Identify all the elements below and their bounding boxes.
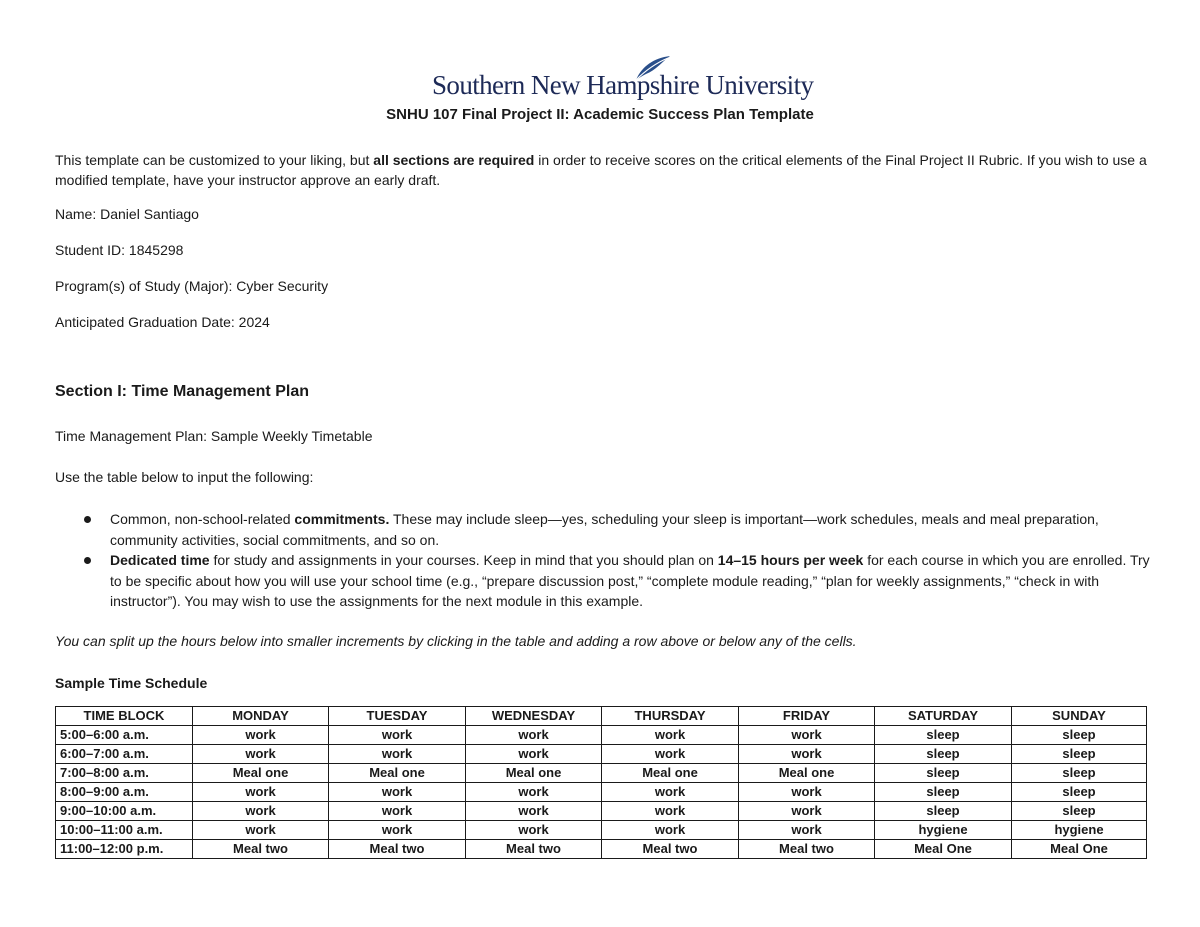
schedule-cell[interactable]: Meal two <box>329 840 466 859</box>
schedule-cell[interactable]: work <box>193 783 329 802</box>
schedule-cell[interactable]: work <box>466 726 602 745</box>
student-id: Student ID: 1845298 <box>55 242 184 258</box>
schedule-cell[interactable]: work <box>329 745 466 764</box>
student-name: Name: Daniel Santiago <box>55 206 199 222</box>
time-block-cell[interactable]: 9:00–10:00 a.m. <box>56 802 193 821</box>
bullet-dot-icon <box>84 557 91 564</box>
logo-wordmark: Southern New Hampshire University <box>432 70 814 100</box>
schedule-cell[interactable]: Meal two <box>602 840 739 859</box>
bullet-text: for each course in which you are enrolled. Try to be specific about how you will use your school time (e.g., “prepare discussion post,” “complete module reading,” “plan for weekly assignments,” “check in with instructor”). You may wish to use the assignments for the next module in this example. <box>110 552 1150 609</box>
table-row <box>56 802 1147 821</box>
schedule-cell[interactable]: Meal One <box>1012 840 1147 859</box>
schedule-cell[interactable]: work <box>602 783 739 802</box>
bullet-emphasis: commitments. <box>294 511 390 527</box>
header-cell: MONDAY <box>193 707 329 726</box>
schedule-cell[interactable]: sleep <box>1012 783 1147 802</box>
header-cell: THURSDAY <box>602 707 739 726</box>
italic-note: You can split up the hours below into smaller increments by clicking in the table and adding a row above or below any of the cells. <box>55 633 857 649</box>
schedule-cell[interactable]: Meal two <box>193 840 329 859</box>
schedule-cell[interactable]: sleep <box>875 764 1012 783</box>
time-block-cell[interactable]: 5:00–6:00 a.m. <box>56 726 193 745</box>
bullet-emphasis: Dedicated time <box>110 552 210 568</box>
section-subheading: Time Management Plan: Sample Weekly Timetable <box>55 428 373 444</box>
header-cell: TUESDAY <box>329 707 466 726</box>
intro-emphasis: all sections are required <box>373 152 535 168</box>
table-row <box>56 821 1147 840</box>
schedule-cell[interactable]: work <box>602 821 739 840</box>
time-block-cell[interactable]: 7:00–8:00 a.m. <box>56 764 193 783</box>
leaf-icon <box>632 54 672 82</box>
section-heading: Section I: Time Management Plan <box>55 383 309 400</box>
schedule-cell[interactable]: Meal two <box>466 840 602 859</box>
table-header-row <box>56 707 1147 726</box>
table-row <box>56 764 1147 783</box>
document-title: SNHU 107 Final Project II: Academic Success Plan Template <box>386 106 814 123</box>
schedule-cell[interactable]: sleep <box>875 802 1012 821</box>
schedule-cell[interactable]: work <box>329 821 466 840</box>
schedule-cell[interactable]: work <box>193 745 329 764</box>
schedule-cell[interactable]: sleep <box>875 783 1012 802</box>
graduation-date: Anticipated Graduation Date: 2024 <box>55 314 270 330</box>
schedule-cell[interactable]: work <box>466 802 602 821</box>
table-row <box>56 726 1147 745</box>
schedule-table <box>55 706 1147 859</box>
schedule-cell[interactable]: work <box>602 745 739 764</box>
schedule-cell[interactable]: work <box>466 821 602 840</box>
schedule-cell[interactable]: Meal one <box>739 764 875 783</box>
header-cell: WEDNESDAY <box>466 707 602 726</box>
bullet-emphasis: 14–15 hours per week <box>717 552 864 568</box>
schedule-cell[interactable]: sleep <box>1012 802 1147 821</box>
schedule-cell[interactable]: work <box>329 802 466 821</box>
header-cell: SUNDAY <box>1012 707 1147 726</box>
time-block-cell[interactable]: 10:00–11:00 a.m. <box>56 821 193 840</box>
schedule-cell[interactable]: Meal one <box>329 764 466 783</box>
intro-text: This template can be customized to your liking, but <box>55 152 374 168</box>
intro-text-end: in order to receive scores on the critical elements of the Final Project II Rubric. If you wish to use a modified template, have your instructor approve an early draft. <box>55 152 1147 188</box>
bullet-dedicated-time <box>80 550 1150 612</box>
schedule-cell[interactable]: work <box>602 726 739 745</box>
schedule-cell[interactable]: Meal one <box>602 764 739 783</box>
time-block-cell[interactable]: 11:00–12:00 p.m. <box>56 840 193 859</box>
intro-paragraph <box>55 150 1165 190</box>
schedule-cell[interactable]: work <box>739 821 875 840</box>
table-row <box>56 745 1147 764</box>
schedule-cell[interactable]: hygiene <box>875 821 1012 840</box>
header-cell: TIME BLOCK <box>56 707 193 726</box>
bullet-list <box>80 509 1150 612</box>
time-block-cell[interactable]: 6:00–7:00 a.m. <box>56 745 193 764</box>
schedule-cell[interactable]: sleep <box>1012 745 1147 764</box>
time-block-cell[interactable]: 8:00–9:00 a.m. <box>56 783 193 802</box>
schedule-cell[interactable]: work <box>466 783 602 802</box>
schedule-cell[interactable]: work <box>329 726 466 745</box>
schedule-cell[interactable]: work <box>739 745 875 764</box>
schedule-cell[interactable]: Meal one <box>193 764 329 783</box>
instruction-text: Use the table below to input the following: <box>55 469 314 485</box>
schedule-cell[interactable]: work <box>329 783 466 802</box>
bullet-dot-icon <box>84 516 91 523</box>
schedule-cell[interactable]: sleep <box>875 726 1012 745</box>
table-title: Sample Time Schedule <box>55 675 208 691</box>
table-body <box>56 726 1147 859</box>
schedule-cell[interactable]: Meal one <box>466 764 602 783</box>
university-logo <box>432 56 814 104</box>
schedule-cell[interactable]: work <box>193 802 329 821</box>
bullet-text: These may include sleep—yes, scheduling your sleep is important—work schedules, meals and meal preparation, community activities, social commitments, and so on. <box>110 511 1099 548</box>
table-row <box>56 783 1147 802</box>
schedule-cell[interactable]: work <box>193 726 329 745</box>
bullet-commitments <box>80 509 1150 550</box>
bullet-text: Common, non-school-related <box>110 511 295 527</box>
schedule-cell[interactable]: work <box>739 783 875 802</box>
schedule-cell[interactable]: sleep <box>875 745 1012 764</box>
schedule-cell[interactable]: work <box>739 726 875 745</box>
schedule-cell[interactable]: work <box>602 802 739 821</box>
schedule-cell[interactable]: work <box>739 802 875 821</box>
schedule-cell[interactable]: work <box>193 821 329 840</box>
schedule-cell[interactable]: work <box>466 745 602 764</box>
schedule-cell[interactable]: hygiene <box>1012 821 1147 840</box>
schedule-cell[interactable]: sleep <box>1012 764 1147 783</box>
table-row <box>56 840 1147 859</box>
program-of-study: Program(s) of Study (Major): Cyber Security <box>55 278 329 294</box>
bullet-text: for study and assignments in your courses. Keep in mind that you should plan on <box>209 552 718 568</box>
schedule-cell[interactable]: sleep <box>1012 726 1147 745</box>
schedule-cell[interactable]: Meal two <box>739 840 875 859</box>
header-cell: SATURDAY <box>875 707 1012 726</box>
header-cell: FRIDAY <box>739 707 875 726</box>
schedule-cell[interactable]: Meal One <box>875 840 1012 859</box>
